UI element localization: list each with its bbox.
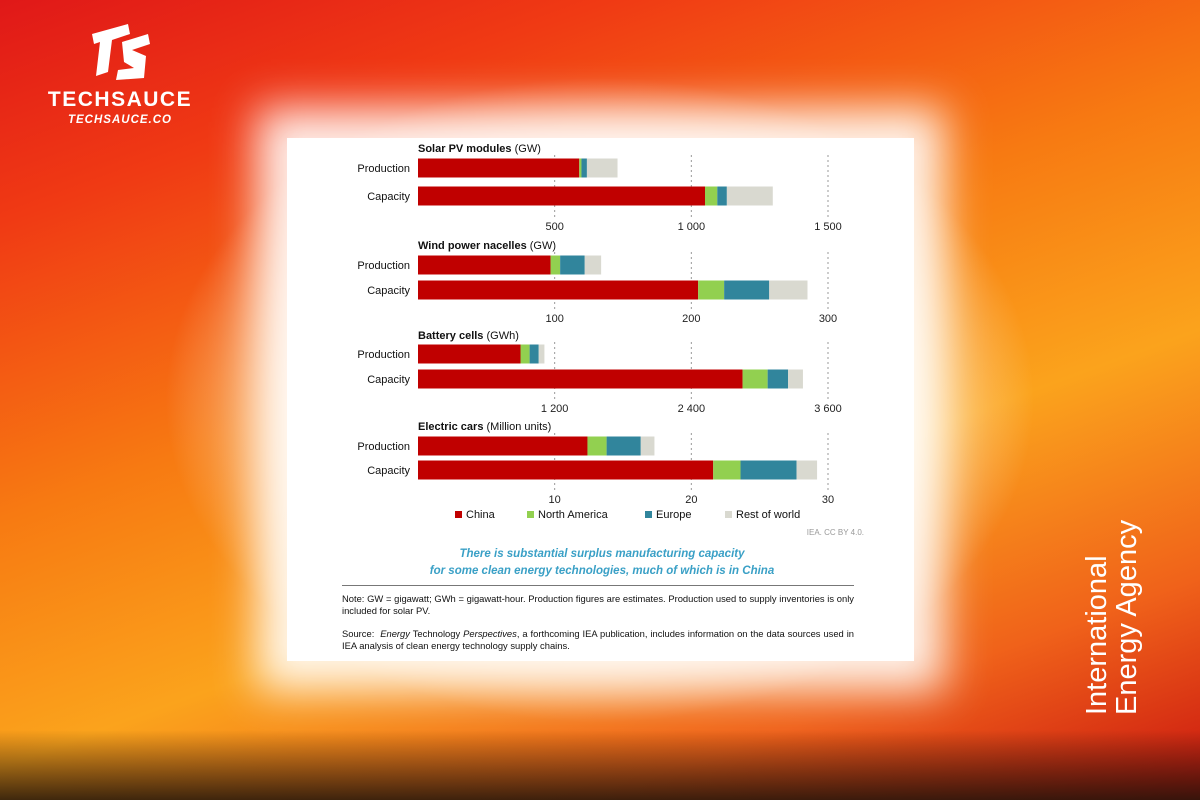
iea-line-2: Energy Agency	[1111, 519, 1143, 715]
tick-label: 200	[682, 313, 701, 325]
source-title-1: Energy	[380, 628, 410, 639]
tick-label: 30	[821, 494, 835, 506]
tick-label: 20	[685, 494, 698, 506]
legend-label: China	[466, 509, 495, 521]
bar-segment	[743, 370, 768, 389]
category-label: Production	[357, 163, 410, 175]
techsauce-logo	[40, 20, 200, 126]
bar-segment	[418, 461, 713, 480]
bar-segment	[579, 159, 581, 178]
source-text	[342, 628, 854, 652]
bar-segment	[587, 159, 618, 178]
bar-segment	[539, 345, 545, 364]
category-label: Capacity	[367, 191, 410, 203]
bar-segment	[768, 370, 789, 389]
caption-divider	[342, 585, 854, 586]
panel-title	[418, 421, 551, 433]
bar-segment	[727, 187, 773, 206]
category-label: Production	[357, 260, 410, 272]
bar-segment	[581, 159, 586, 178]
panel-title-name: Solar PV modules	[418, 143, 515, 155]
bar-segment	[530, 345, 539, 364]
bar-segment	[607, 437, 641, 456]
category-label: Production	[357, 349, 410, 361]
techsauce-logo-icon	[88, 20, 152, 84]
figure-card	[287, 138, 914, 661]
tick-label: 1 200	[540, 403, 569, 415]
legend-swatch	[527, 511, 534, 518]
tick-label: 2 400	[677, 403, 706, 415]
caption-line-1: There is substantial surplus manufacturing capacity	[459, 548, 745, 560]
legend-swatch	[455, 511, 462, 518]
bar-segment	[418, 437, 587, 456]
tick-label: 100	[545, 313, 564, 325]
legend-label: Europe	[656, 509, 692, 521]
source-rest: , a forthcoming IEA publication, includes information on the data sources used in IEA analysis of clean energy technology supply chains.	[342, 628, 855, 651]
legend-swatch	[725, 511, 732, 518]
bar-segment	[418, 256, 551, 275]
source-label: Source:	[342, 628, 375, 639]
bar-segment	[521, 345, 530, 364]
bar-segment	[717, 187, 727, 206]
chart-area	[287, 138, 914, 538]
bar-segment	[560, 256, 585, 275]
bar-segment	[418, 159, 579, 178]
panel-title	[418, 240, 556, 252]
legend-label: North America	[538, 509, 608, 521]
panel-title-name: Wind power nacelles	[418, 240, 530, 252]
brand-site: TECHSAUCE.CO	[67, 114, 172, 126]
bar-segment	[418, 345, 521, 364]
bar-segment	[587, 437, 606, 456]
bar-segment	[698, 281, 724, 300]
tick-label: 300	[818, 313, 838, 325]
panel-title	[418, 143, 541, 155]
legend-label: Rest of world	[736, 509, 801, 521]
brand-name: TECHSAUCE	[47, 88, 193, 111]
caption-line-2: for some clean energy technologies, much of which is in China	[429, 565, 775, 577]
panel-title-unit: (GW)	[529, 240, 557, 252]
bar-segment	[418, 187, 705, 206]
bar-segment	[769, 281, 807, 300]
category-label: Capacity	[367, 285, 410, 297]
panel-title	[418, 330, 519, 342]
panel-title-name: Battery cells	[418, 330, 487, 342]
tick-label: 1 000	[677, 221, 706, 233]
panel-title-name: Electric cars	[418, 421, 487, 433]
bar-segment	[551, 256, 561, 275]
tick-label: 1 500	[814, 221, 842, 233]
tick-label: 10	[548, 494, 561, 506]
tick-label: 3 600	[814, 403, 842, 415]
note-text: Note: GW = gigawatt; GWh = gigawatt-hour. Production figures are estimates. Production used to supply inventories is only included for solar PV.	[342, 593, 854, 616]
category-label: Capacity	[367, 374, 410, 386]
bottom-shadow-band	[0, 730, 1200, 800]
bar-segment	[788, 370, 803, 389]
iea-vertical-text	[1082, 475, 1142, 715]
figure-credit: IEA. CC BY 4.0.	[806, 528, 864, 537]
bar-segment	[641, 437, 655, 456]
panel-title-unit: (GW)	[514, 143, 541, 155]
bar-segment	[585, 256, 601, 275]
source-mid: Technology	[412, 628, 461, 639]
bar-segment	[713, 461, 740, 480]
legend-swatch	[645, 511, 652, 518]
panel-title-unit: (GWh)	[486, 330, 519, 342]
category-label: Production	[357, 441, 410, 453]
panel-title-unit: (Million units)	[486, 421, 552, 433]
source-title-2: Perspectives	[463, 628, 517, 639]
bar-segment	[741, 461, 797, 480]
bar-segment	[724, 281, 769, 300]
iea-line-1: International	[1081, 555, 1113, 715]
bar-segment	[418, 370, 743, 389]
category-label: Capacity	[367, 465, 410, 477]
tick-label: 500	[545, 221, 564, 233]
bar-segment	[418, 281, 698, 300]
bar-segment	[705, 187, 717, 206]
bar-segment	[797, 461, 818, 480]
